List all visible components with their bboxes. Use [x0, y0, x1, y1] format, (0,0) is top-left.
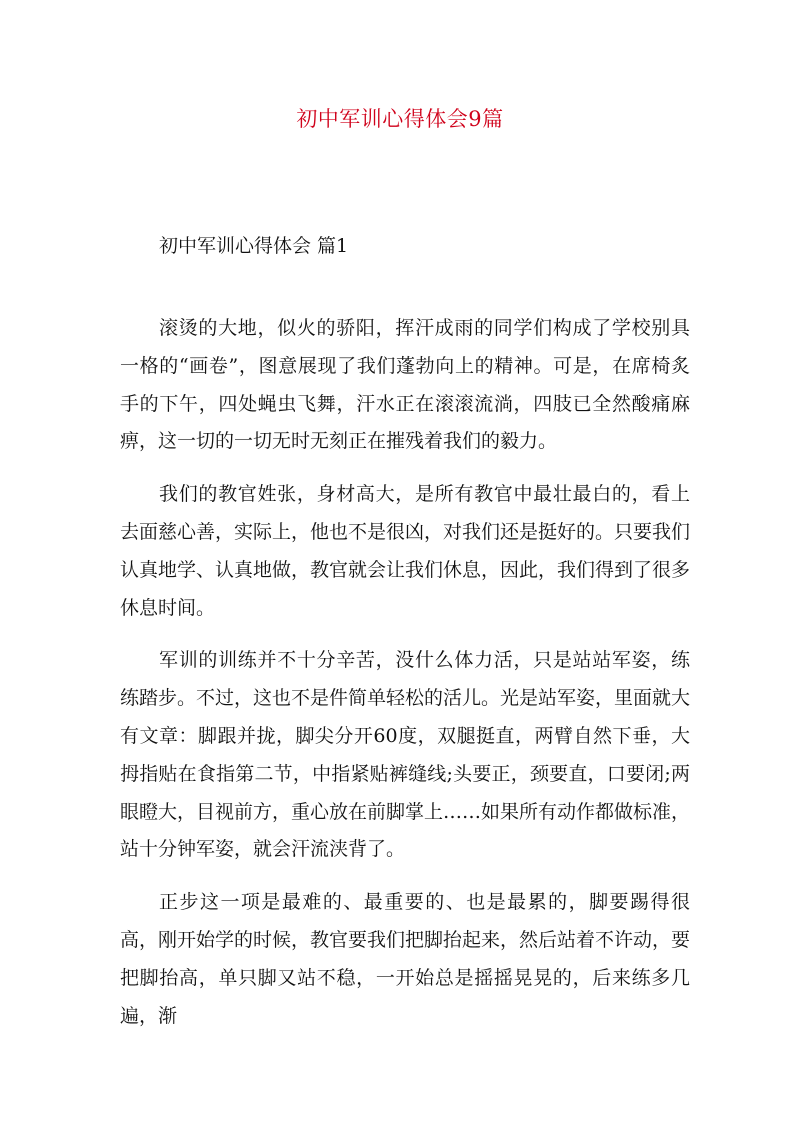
document-title: 初中军训心得体会9篇 — [296, 107, 504, 131]
paragraph: 正步这一项是最难的、最重要的、也是最累的，脚要踢得很高，刚开始学的时候，教官要我们把脚抬起来，然后站着不许动，要把脚抬高，单只脚又站不稳，一开始总是摇摇晃晃的，后来练多几遍，渐 — [120, 891, 691, 1027]
paragraph: 我们的教官姓张，身材高大，是所有教官中最壮最白的，看上去面慈心善，实际上，他也不是很凶，对我们还是挺好的。只要我们认真地学、认真地做，教官就会让我们休息，因此，我们得到了很多休息时间。 — [120, 483, 691, 619]
paragraph: 滚烫的大地，似火的骄阳，挥汗成雨的同学们构成了学校别具一格的“画卷”，图意展现了我们蓬勃向上的精神。可是，在席椅炙手的下午，四处蝇虫飞舞，汗水正在滚滚流淌，四肢已全然酸痛麻痹，这一切的一切无时无刻正在摧残着我们的毅力。 — [120, 317, 690, 453]
body-text — [120, 310, 690, 1050]
section-heading: 初中军训心得体会 篇1 — [159, 235, 349, 257]
paragraph: 军训的训练并不十分辛苦，没什么体力活，只是站站军姿，练练踏步。不过，这也不是件简单轻松的活儿。光是站军姿，里面就大有文章：脚跟并拢，脚尖分开60度，双腿挺直，两臂自然下垂，大拇指贴在食指第二节，中指紧贴裤缝线;头要正，颈要直，口要闭;两眼瞪大，目视前方，重心放在前脚掌上……如果所有动作都做标准，站十分钟军姿，就会汗流浃背了。 — [120, 649, 691, 861]
